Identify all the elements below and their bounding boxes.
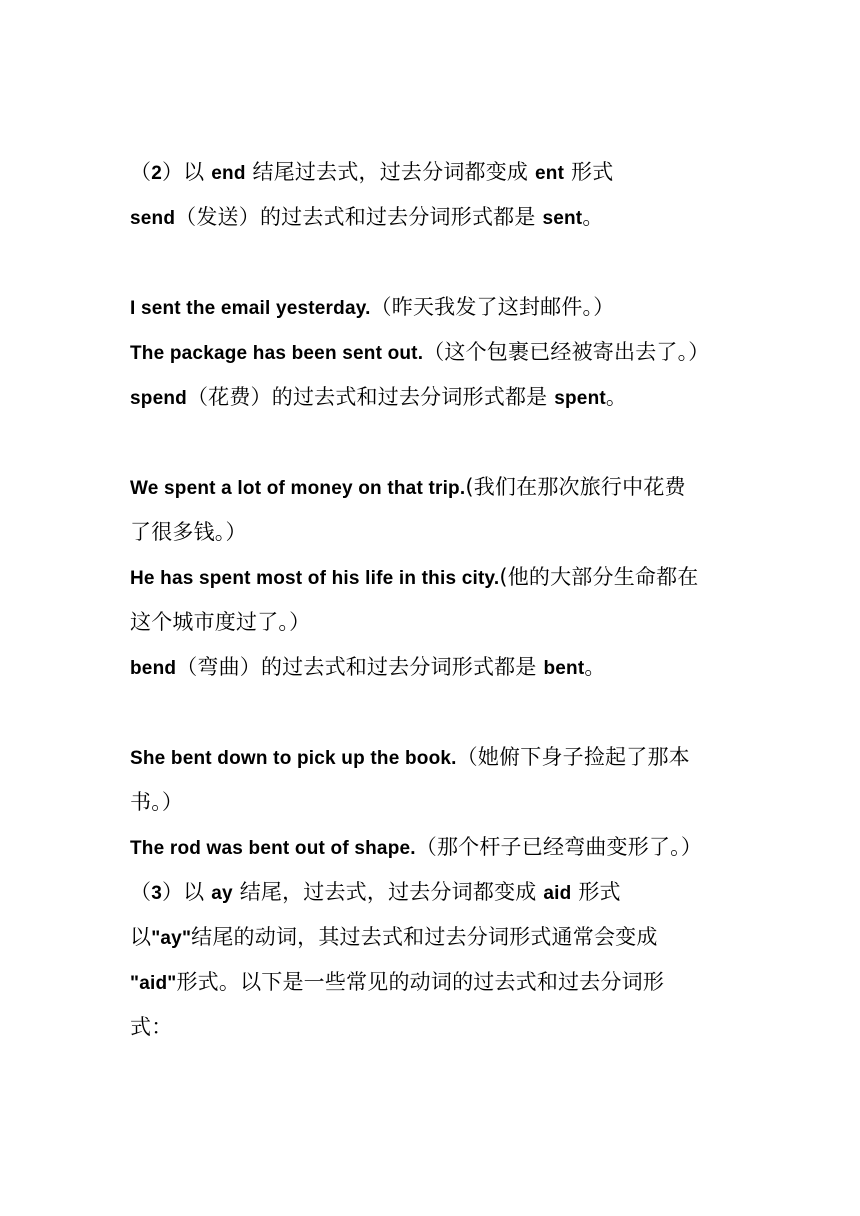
- english-text: She bent down to pick up the book.: [130, 748, 457, 769]
- english-text: The rod was bent out of shape.: [130, 838, 416, 859]
- english-text: ay: [211, 883, 233, 904]
- text-line: [130, 780, 740, 825]
- english-text: send: [130, 208, 176, 229]
- chinese-text: 式：: [130, 1015, 173, 1039]
- english-text: bent: [543, 658, 585, 679]
- chinese-text: 了很多钱。）: [130, 520, 247, 544]
- chinese-text: 结尾过去式，过去分词都变成: [245, 160, 536, 184]
- english-text: spent: [554, 388, 606, 409]
- english-text: ent: [535, 163, 565, 184]
- chinese-text: 以: [130, 925, 152, 949]
- text-line: [130, 465, 740, 510]
- chinese-text: （发送）的过去式和过去分词形式都是: [175, 205, 543, 229]
- blank-line: [130, 420, 740, 465]
- english-text: sent: [542, 208, 583, 229]
- chinese-text: 结尾，过去式，过去分词都变成: [232, 880, 544, 904]
- text-line: [130, 375, 740, 420]
- english-text: He has spent most of his life in this city.: [130, 568, 500, 589]
- text-line: [130, 960, 740, 1005]
- chinese-text: (他的大部分生命都在: [499, 565, 699, 589]
- chinese-text: 。: [584, 655, 606, 679]
- chinese-text: （那个杆子已经弯曲变形了。）: [415, 835, 703, 859]
- english-text: end: [211, 163, 246, 184]
- chinese-text: 书。）: [130, 790, 184, 814]
- chinese-text: （这个包裹已经被寄出去了。）: [423, 340, 710, 364]
- chinese-text: （弯曲）的过去式和过去分词形式都是: [176, 655, 544, 679]
- english-text: bend: [130, 658, 177, 679]
- chinese-text: （她俯下身子捡起了那本: [456, 745, 690, 769]
- english-text: spend: [130, 388, 187, 409]
- chinese-text: ）以: [161, 880, 212, 904]
- english-text: "ay": [151, 928, 192, 949]
- text-line: [130, 1005, 740, 1050]
- text-line: [130, 870, 740, 915]
- text-line: [130, 915, 740, 960]
- english-text: We spent a lot of money on that trip.: [130, 478, 466, 499]
- chinese-text: 形式: [571, 880, 621, 904]
- text-line: [130, 825, 740, 870]
- text-line: [130, 150, 740, 195]
- english-text: The package has been sent out.: [130, 343, 424, 364]
- text-line: [130, 330, 740, 375]
- chinese-text: 。: [582, 205, 604, 229]
- text-line: [130, 510, 740, 555]
- text-line: [130, 285, 740, 330]
- chinese-text: （花费）的过去式和过去分词形式都是: [186, 385, 555, 409]
- english-text: 2: [151, 163, 162, 184]
- english-text: aid: [543, 883, 572, 904]
- chinese-text: (我们在那次旅行中花费: [465, 475, 686, 499]
- chinese-text: 形式。以下是一些常见的动词的过去式和过去分词形: [176, 970, 665, 994]
- text-line: [130, 735, 740, 780]
- chinese-text: 。: [605, 385, 628, 409]
- chinese-text: 这个城市度过了。）: [130, 610, 311, 634]
- text-line: [130, 195, 740, 240]
- text-line: [130, 555, 740, 600]
- chinese-text: 结尾的动词，其过去式和过去分词形式通常会变成: [191, 925, 658, 949]
- english-text: "aid": [130, 973, 177, 994]
- chinese-text: （: [130, 160, 152, 184]
- chinese-text: （昨天我发了这封邮件。）: [370, 295, 615, 319]
- chinese-text: 形式: [564, 160, 614, 184]
- text-line: [130, 600, 740, 645]
- blank-line: [130, 690, 740, 735]
- text-line: [130, 645, 740, 690]
- document-body: [130, 150, 740, 1050]
- blank-line: [130, 240, 740, 285]
- english-text: 3: [151, 883, 162, 904]
- chinese-text: ）以: [161, 160, 212, 184]
- english-text: I sent the email yesterday.: [130, 298, 371, 319]
- chinese-text: （: [130, 880, 152, 904]
